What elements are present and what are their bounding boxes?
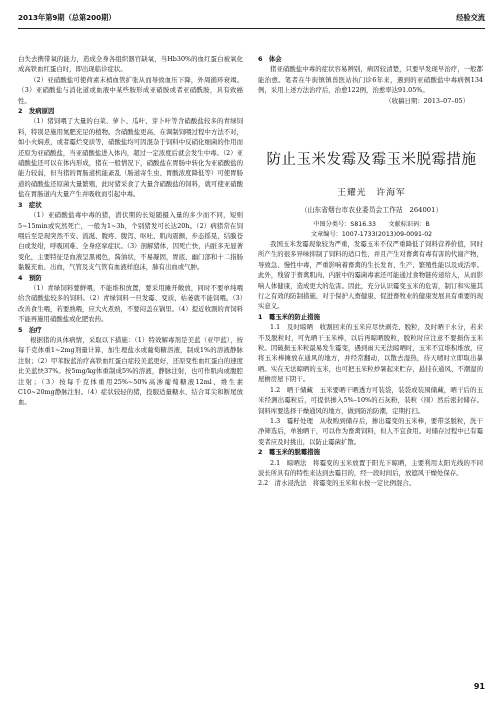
paragraph: 1.2 晒干储藏 玉米要晒干晒透方可装袋，装袋或装囤储藏，晒干后的玉米经测出霉粒后，可提供掺入5%–10%的石灰粉，装粒（囤）然后密封储存。饲料库要选择干燥通风的地方，做到防治防潮，定期打扫。 [258,385,483,415]
paragraph: （1）青绿饲料要鲜喂，不能堆积放置，要采用摊开敞放，同时不要单纯喂给含硝酸盐较多的饲料。（2）青绿饲料一旦发霉、变质、枯萎就不能饲喂。（3）改善食生喂，若要熟喂，应大火煮熟，不要闷盖在锅里。（4）提近收割的青饲料不能再施用硝酸盐或化肥农药。 [18,283,243,324]
left-column [18,54,243,408]
article-affiliation: （山东省烟台市农业委员会工作站 264001） [300,206,443,214]
paragraph: （收稿日期：2013–07–05） [385,96,469,105]
paragraph: 猪亚硝酸盐中毒的症状容易辨别，病因较清楚，只要早发现早治疗，一般都能治愈。笔者在牛街镇镇兽医站执门诊6年来，遇到的亚硝酸盐中毒病例134例，采用上述方法治疗后，治愈122例，治愈率达91.05%。 [258,65,483,95]
running-header [18,13,485,25]
document-number: 文章编号：1007-1733(2013)09-0091-02 [310,231,433,238]
article-heading [258,148,485,240]
article-body [258,239,483,489]
paragraph: 2.2 清水浸洗法 将霉变的玉米和水按一定比例混合。 [258,479,416,488]
section-heading: 1 霉玉米的防止措施 [258,312,320,321]
page-number: 91 [473,682,485,691]
section-heading: 6 体会 [258,55,282,63]
section-heading: 2 霉玉米的脱霉措施 [258,448,320,457]
section-heading: 3 症状 [18,200,42,209]
paragraph: （2）亚硝酸盐可使荷素末梢血管扩张从而导致血压下降，外周循环衰竭。（3）亚硝酸盐与消化道或血液中某些胺形成亚硝胺或者亚硝酰胺，具有致癌性。 [18,75,243,105]
article-meta [258,220,485,240]
paragraph: 我国玉米发霉现象较为严重，发霉玉米不仅严重降低了饲料营养价值，同时所产生的很多异味抑制了饲料的适口性，并且产生对畜禽有毒有害的代谢产物，导致急、慢性中毒，严重影响着畜禽的生长发育、生产、繁殖性能以及成活率。此外，残留于畜禽肌肉、内脏中的霉菌毒素还可能通过食物链传递给人，从而影响人体健康，造成更大的危害。因此，充分认识霉变玉米的危害，制订和实施其行之有效的防制措施，对于保护人畜健康、促进畜牧业的健康发展具有重要的现实意义。 [258,240,483,311]
issue-label: 2013年第9期（总第200期） [18,13,116,22]
section-heading: 2 发病原因 [18,107,55,116]
paragraph: 1.3 霉籽处理 从收购到储存后，掺出霉变的玉米棒，要带茎脱粒，洗干净筛选后，单独晒干，可以作为畜禽饲料，但人不宜食用。对储存过程中已有霉变者应及时挑出，以防止霉菌扩散。 [258,416,483,446]
section-label: 经验交流 [456,13,485,22]
previous-article-end [258,54,483,106]
section-heading: 5 治疗 [18,325,42,334]
article-title: 防止玉米发霉及霉玉米脱霉措施 [266,152,477,168]
article-authors: 王耀光 许海军 [337,188,406,198]
paragraph: 白失去携带氧的能力，造成全身各组织器官缺氧，当Hb30%的血红蛋白被氧化成高铁血红蛋白时，即出现临诊症状。 [18,55,243,74]
paragraph: 1.1 及时晾晒 收割回来的玉米应尽快剥壳、脱粒，及时晒干水分，若来不及脱粒时，可先晒干玉米棒，以后再晾晒脱粒，脱粒时应注意不要损伤玉米粒。因破损玉米粒最易发生霉变，遇到雨天无法晾晒时，玉米不宜堆积堆放，应将玉米棒摊放在通风的地方，并经常翻动，以散去湿热，待天晴时立即取出暴晒。实在无法晾晒的玉米，也可把玉米粒炒暑起来贮存，悬挂在通风、不潮湿的屋檐房屋下阴干。 [258,323,483,384]
paragraph: （1）猪饲喂了大量的白菜、萝卜、瓜叶、芽卜叶等含硝酸盐较多的青绿饲料，特别是施用氮肥充足的植物。含硝酸盐更高，在调制饲喂过程中方法不对，如小火焖煮，或者霉烂变质等，硝酸盐均可因混杂于饲料中反硝化细菌的作用而还原为亚硝酸盐，当亚硝酸盐进入体内，超过一定浓度后就会发生中毒。（2）亚硝酸盐还可以在体内形成，猪在一般情况下，硝酸盐在胃肠中转化为亚硝酸盐的能力较弱，但当猪的胃肠道机能紊乱（肠道寄生虫、胃酸浓度降低等）可使胃肠道的硝酸盐还原菌大量繁殖，此时猪采食了大量含硝酸盐的饲料，就可使亚硝酸盐在胃肠道内大量产生并吸收而引起中毒。 [18,117,243,199]
section-heading: 4 预防 [18,273,42,282]
paragraph: 根据猪的具体病情，采取以下措施：（1）特效解毒剂是美蓝（亚甲蓝），按每千克体重1~2mg剂量计算，加生理盐水或葡萄糖溶液，制成1%的溶液静脉注射；（2）甲苯胺蓝治疗高铁血红蛋白症较美蓝更好，还原变性血红蛋白的速度比美蓝快37%。按5mg/kg体重制成5%的溶液，静脉注射，也可作肌肉或腹腔注射；（3）按每千克体重用25%~50%高渗葡萄糖液12ml、维生素C10~20mg静脉注射。（4）症状较轻的猪，投服适量糖水、结合耳尖和断尾放血。 [18,335,243,407]
paragraph: （1）亚硝酸盐毒中毒的猪，潜伏期的长短随摄入量的多少而不同，短则5~15min或究然死亡，一般为1~3h，个别猪发可长达20h。（2）病猪常在饲喂后至是现突然不安、流涎、腹疼、腹泻、呕吐、肌肉震颤、步态摇晃、结膜苍白或发绀，呼吸困难、全身痉挛症状。（3）剖解猪体，因死亡快，内脏多无显著变化，主要特征是血液呈黑褐色，酱油状，不易凝固，胃底、幽门部和十二指肠黏膜充血、出血，气管及支气管有血液样泡沫，肺有出血或气肿。 [18,211,243,272]
classification-number: 中图分类号：S816.33 文献标识码：B [313,221,430,228]
header-rule [18,28,485,29]
paragraph: 2.1 晾晒法 将霉变的玉米放置于阳光下晾晒，主要利用太阳光线的不同波长所具有的特性来达到去霉目的，经一段时间后，放遮风干燥处保存。 [258,458,483,477]
